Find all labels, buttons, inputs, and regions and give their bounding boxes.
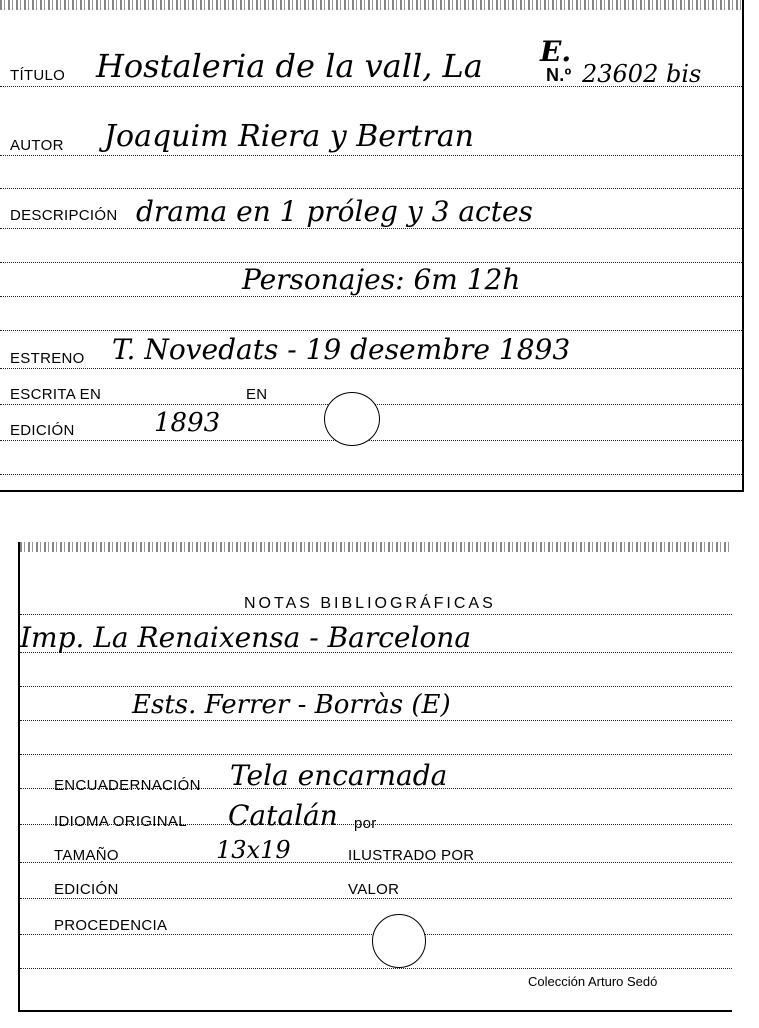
autor-label: AUTOR — [10, 137, 64, 154]
idioma-label: IDIOMA ORIGINAL — [54, 813, 187, 830]
coleccion-label: Colección Arturo Sedó — [528, 974, 658, 989]
note-line-2: Ests. Ferrer - Borràs (E) — [132, 690, 451, 720]
ruled-line — [20, 720, 732, 721]
card-edge-texture — [20, 542, 732, 552]
ruled-line — [20, 686, 732, 687]
ruled-line — [20, 754, 732, 755]
punch-hole — [372, 914, 426, 968]
ruled-line — [0, 368, 742, 369]
ruled-line — [0, 228, 742, 229]
titulo-label: TÍTULO — [10, 67, 66, 84]
descripcion-label: DESCRIPCIÓN — [10, 207, 118, 224]
notas-heading: NOTAS BIBLIOGRÁFICAS — [244, 595, 496, 612]
ruled-line — [20, 614, 732, 615]
edicion-label: EDICIÓN — [10, 422, 75, 439]
titulo-value: Hostaleria de la vall, La — [96, 47, 483, 85]
ilustrado-label: ILUSTRADO POR — [348, 847, 475, 864]
numero-prefix: E. — [540, 35, 572, 68]
card-edge-texture — [0, 0, 742, 10]
estreno-value: T. Novedats - 19 desembre 1893 — [112, 333, 571, 366]
ruled-line — [20, 968, 732, 969]
punch-hole — [324, 392, 380, 446]
catalog-card-back — [18, 542, 732, 1012]
ruled-line — [20, 898, 732, 899]
estreno-label: ESTRENO — [10, 350, 85, 367]
valor-label: VALOR — [348, 881, 400, 898]
autor-value: Joaquim Riera y Bertran — [104, 119, 475, 154]
numero-label: N.º — [546, 65, 572, 85]
edicion-value: 1893 — [154, 408, 221, 438]
ruled-line — [0, 440, 742, 441]
encuadernacion-value: Tela encarnada — [230, 759, 448, 792]
escrita-en-label: ESCRITA EN — [10, 386, 102, 403]
ruled-line — [0, 155, 742, 156]
numero-value: 23602 bis — [582, 60, 702, 88]
catalog-card-front — [0, 0, 744, 492]
idioma-value: Catalán — [228, 799, 338, 832]
encuadernacion-label: ENCUADERNACIÓN — [54, 777, 201, 794]
personajes-value: Personajes: 6m 12h — [242, 263, 521, 296]
descripcion-value: drama en 1 próleg y 3 actes — [136, 195, 533, 228]
ruled-line — [0, 188, 742, 189]
por-label: por — [354, 815, 377, 832]
ruled-line — [0, 330, 742, 331]
ruled-line — [0, 296, 742, 297]
ruled-line — [0, 474, 742, 475]
edicion-label-bottom: EDICIÓN — [54, 881, 119, 898]
en-label: EN — [246, 386, 268, 403]
tamano-value: 13x19 — [216, 836, 291, 864]
tamano-label: TAMAÑO — [54, 847, 119, 864]
note-line-1: Imp. La Renaixensa - Barcelona — [20, 621, 472, 654]
procedencia-label: PROCEDENCIA — [54, 917, 168, 934]
